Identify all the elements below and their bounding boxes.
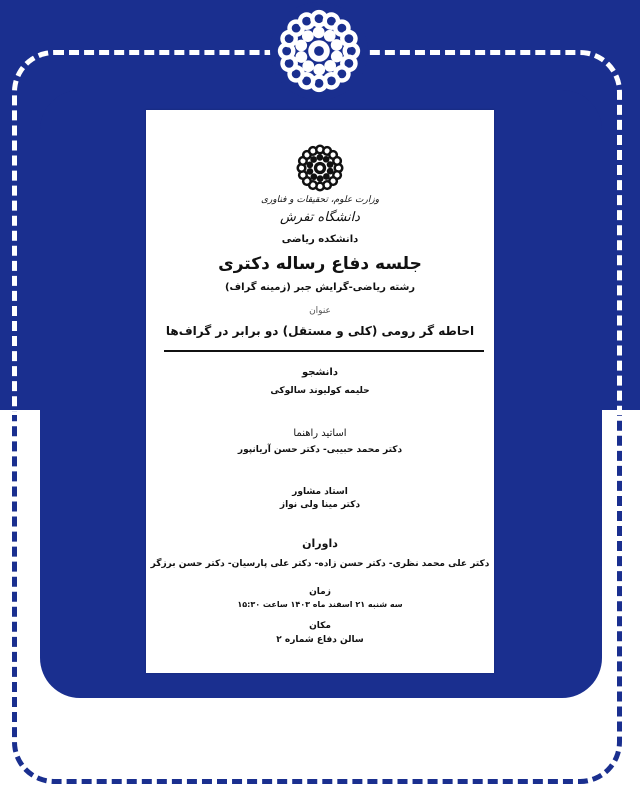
advisors-names: دکتر محمد حبیبی- دکتر حسن آریانپور [237,445,403,455]
consultant-label: استاد مشاور [292,487,348,497]
referees-label: داوران [302,537,338,550]
place-label: مکان [309,621,331,631]
time-label: زمان [309,587,331,597]
student-name: حلیمه کولیوند سالوکی [270,386,370,396]
subject-label: عنوان [309,306,331,316]
defense-place: سالن دفاع شماره ۲ [276,635,364,645]
university-emblem-icon [270,2,368,100]
ministry-name: وزارت علوم، تحقیقات و فناوری [260,195,380,205]
student-label: دانشجو [302,367,338,378]
divider [164,350,484,352]
university-name: دانشگاه تفرش [280,210,360,225]
university-logo-icon [292,140,348,196]
consultant-name: دکتر مینا ولی نواز [279,500,361,510]
emblem-badge [270,2,368,100]
field-of-study: رشته ریاضی-گرایش جبر (زمینه گراف) [224,282,416,293]
thesis-subject: احاطه گر رومی (کلی و مستقل) دو برابر در گراف‌ها [165,324,475,338]
referees-names: دکتر علی محمد نظری- دکتر حسن زاده- دکتر علی پارسیان- دکتر حسن برزگر [150,559,490,569]
announcement-banner [40,698,602,756]
defense-time: سه شنبه ۲۱ اسفند ماه ۱۴۰۳ ساعت ۱۵:۳۰ [237,600,403,609]
announcement-document [146,110,494,673]
document-title: جلسه دفاع رساله دکتری [218,254,422,274]
faculty-name: دانشکده ریاضی [281,234,359,245]
banner-title: اطلاعیه برگزاری جلسه دفاع دکتری رشته ریاضی [47,714,595,740]
advisors-label: اساتید راهنما [293,428,347,439]
